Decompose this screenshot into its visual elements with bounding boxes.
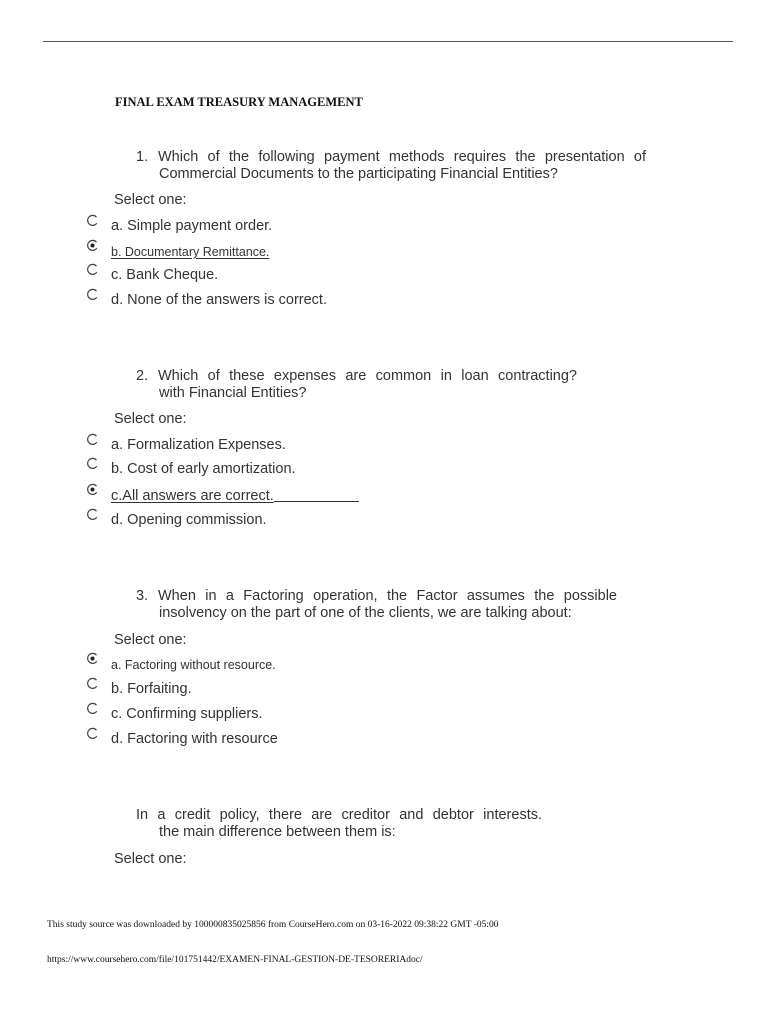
radio-checked-icon[interactable] xyxy=(86,239,99,252)
question-text-line1: Which of the following payment methods requires the presentation of xyxy=(158,149,646,165)
radio-checked-icon[interactable] xyxy=(86,483,99,496)
source-url[interactable]: https://www.coursehero.com/file/101751442/EXAMEN-FINAL-GESTION-DE-TESORERIAdoc/ xyxy=(47,955,423,965)
option-2a[interactable] xyxy=(86,437,286,457)
option-3d[interactable] xyxy=(86,731,278,751)
document-title: FINAL EXAM TREASURY MANAGEMENT xyxy=(115,95,363,109)
question-2 xyxy=(136,368,577,402)
option-label: d. Factoring with resource xyxy=(111,731,278,747)
radio-unchecked-icon[interactable] xyxy=(86,263,99,276)
question-text-line2: insolvency on the part of one of the clients, we are talking about: xyxy=(159,605,572,621)
question-text-line2: the main difference between them is: xyxy=(159,824,396,840)
option-label: a. Simple payment order. xyxy=(111,218,273,234)
top-divider xyxy=(43,41,733,42)
option-label: b. Documentary Remittance. xyxy=(111,245,270,259)
radio-unchecked-icon[interactable] xyxy=(86,677,99,690)
option-2c[interactable] xyxy=(86,487,274,507)
select-one-label: Select one: xyxy=(114,632,187,648)
option-1c[interactable] xyxy=(86,267,219,287)
question-3 xyxy=(136,588,617,622)
question-text-line2: with Financial Entities? xyxy=(159,385,307,401)
option-label xyxy=(111,487,359,504)
download-notice: This study source was downloaded by 100000835025856 from CourseHero.com on 03-16-2022 09:38:22 GMT -05:00 xyxy=(47,920,499,930)
option-3c[interactable] xyxy=(86,706,263,726)
radio-unchecked-icon[interactable] xyxy=(86,702,99,715)
question-text-line1: In a credit policy, there are creditor and debtor interests. xyxy=(136,807,542,823)
option-label: d. Opening commission. xyxy=(111,512,267,528)
option-label: a. Formalization Expenses. xyxy=(111,437,286,453)
option-label: a. Factoring without resource. xyxy=(111,658,276,672)
radio-unchecked-icon[interactable] xyxy=(86,457,99,470)
option-label: d. None of the answers is correct. xyxy=(111,292,327,308)
radio-unchecked-icon[interactable] xyxy=(86,433,99,446)
question-number: 3. xyxy=(136,588,149,604)
question-text-line2: Commercial Documents to the participating Financial Entities? xyxy=(159,166,558,182)
answer-fill-line xyxy=(274,487,359,502)
option-label-text: c.All answers are correct. xyxy=(111,488,274,504)
radio-checked-icon[interactable] xyxy=(86,652,99,665)
option-1a[interactable] xyxy=(86,218,273,238)
option-label: b. Cost of early amortization. xyxy=(111,461,296,477)
question-4 xyxy=(136,807,542,841)
radio-unchecked-icon[interactable] xyxy=(86,288,99,301)
select-one-label: Select one: xyxy=(114,851,187,867)
question-number: 2. xyxy=(136,368,149,384)
question-text-line1: When in a Factoring operation, the Factor assumes the possible xyxy=(158,588,617,604)
option-label: b. Forfaiting. xyxy=(111,681,192,697)
option-3a[interactable] xyxy=(86,656,276,676)
radio-unchecked-icon[interactable] xyxy=(86,508,99,521)
select-one-label: Select one: xyxy=(114,192,187,208)
radio-unchecked-icon[interactable] xyxy=(86,214,99,227)
radio-unchecked-icon[interactable] xyxy=(86,727,99,740)
question-1 xyxy=(136,149,646,183)
option-2b[interactable] xyxy=(86,461,296,481)
select-one-label: Select one: xyxy=(114,411,187,427)
question-number: 1. xyxy=(136,149,149,165)
option-label: c. Confirming suppliers. xyxy=(111,706,263,722)
option-1b[interactable] xyxy=(86,243,270,263)
option-1d[interactable] xyxy=(86,292,327,312)
question-text-line1: Which of these expenses are common in loan contracting? xyxy=(158,368,577,384)
option-label: c. Bank Cheque. xyxy=(111,267,219,283)
option-2d[interactable] xyxy=(86,512,267,532)
option-3b[interactable] xyxy=(86,681,192,701)
